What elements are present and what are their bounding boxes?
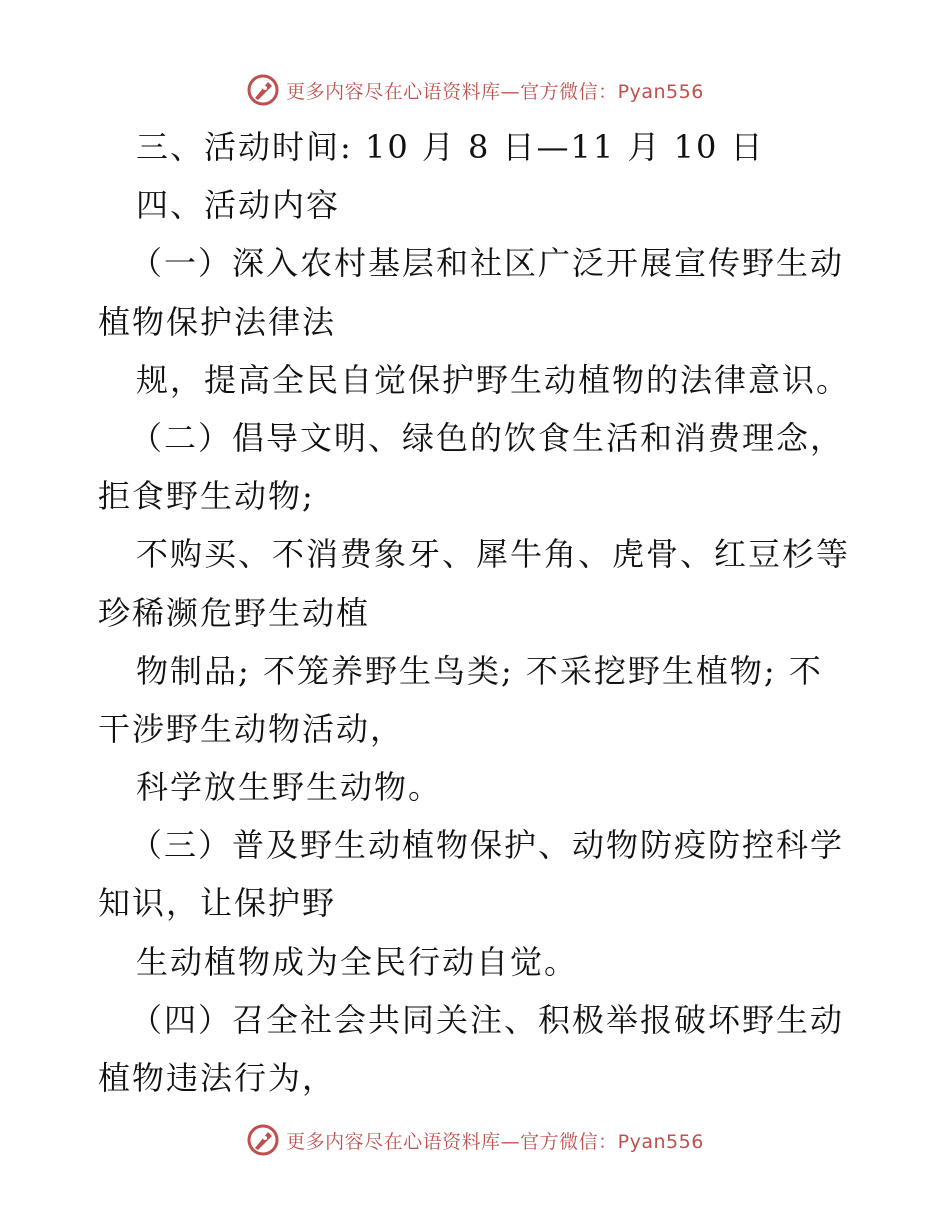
text-line: 三、活动时间: 10 月 8 日—11 月 10 日 (136, 128, 765, 166)
watermark-text: 更多内容尽在心语资料库—官方微信：Pyan556 (286, 1130, 704, 1153)
text-line: 植物保护法律法 (98, 302, 337, 341)
text-line: （三）普及野生动植物保护、动物防疫防控科学 (130, 826, 845, 865)
text-line: 植物违法行为， (98, 1059, 337, 1097)
watermark-text: 更多内容尽在心语资料库—官方微信：Pyan556 (286, 80, 704, 103)
text-line: 生动植物成为全民行动自觉。 (136, 942, 579, 981)
footer-watermark (0, 1120, 950, 1160)
text-line: 拒食野生动物; (98, 477, 315, 516)
text-line: 四、活动内容 (136, 186, 341, 225)
pen-nib-circle-icon (246, 73, 280, 107)
pen-nib-circle-icon (246, 1123, 280, 1157)
text-line: 珍稀濒危野生动植 (98, 593, 371, 632)
text-line: 知识，让保护野 (98, 884, 337, 923)
text-line: 干涉野生动物活动， (98, 709, 405, 748)
text-line: 不购买、不消费象牙、犀牛角、虎骨、红豆杉等 (136, 535, 851, 574)
text-line: （四）召全社会共同关注、积极举报破坏野生动 (130, 1000, 845, 1039)
header-watermark (0, 70, 950, 110)
text-line: 科学放生野生动物。 (136, 768, 443, 807)
text-line: 规，提高全民自觉保护野生动植物的法律意识。 (136, 360, 851, 399)
text-line: 物制品; 不笼养野生鸟类; 不采挖野生植物; 不 (136, 651, 823, 690)
text-line: （一）深入农村基层和社区广泛开展宣传野生动 (130, 244, 845, 283)
text-line: （二）倡导文明、绿色的饮食生活和消费理念， (130, 418, 845, 457)
document-body (98, 118, 858, 1107)
